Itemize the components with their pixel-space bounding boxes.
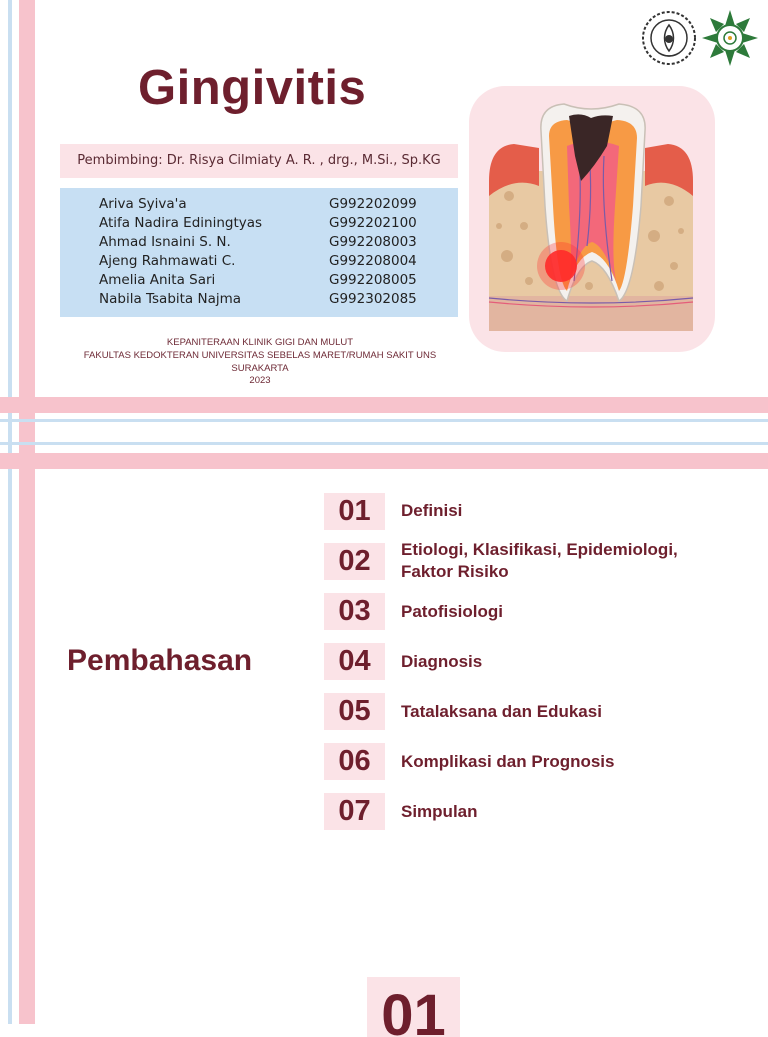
toc-number: 02: [324, 543, 385, 580]
member-name: Nabila Tsabita Najma: [99, 291, 242, 307]
member-id: G992208003: [329, 234, 417, 250]
toc-item-komplikasi[interactable]: Komplikasi dan Prognosis: [401, 752, 615, 771]
toc-number: 03: [324, 593, 385, 630]
university-logo: [641, 9, 697, 67]
member-row: [99, 253, 439, 272]
member-id: G992208005: [329, 272, 417, 288]
toc-number: 04: [324, 643, 385, 680]
hospital-logo: [700, 8, 760, 68]
member-id: G992202100: [329, 215, 417, 231]
member-name: Ajeng Rahmawati C.: [99, 253, 236, 269]
institution-year: 2023: [249, 375, 271, 387]
toc-item-simpulan[interactable]: Simpulan: [401, 802, 478, 821]
institution-line: KEPANITERAAN KLINIK GIGI DAN MULUT: [166, 337, 354, 348]
member-id: G992302085: [329, 291, 417, 307]
next-section-number: 01: [367, 977, 460, 1037]
toc-item-definisi[interactable]: Definisi: [401, 501, 463, 520]
member-name: Ahmad Isnaini S. N.: [99, 234, 231, 250]
institution-line: FAKULTAS KEDOKTERAN UNIVERSITAS SEBELAS MARET/RUMAH SAKIT UNS: [83, 349, 437, 361]
horizontal-band-pink-top: [0, 397, 768, 413]
advisor-box: Pembimbing: Dr. Risya Cilmiaty A. R. , drg., M.Si., Sp.KG: [60, 144, 458, 178]
member-row: [99, 291, 439, 310]
member-row: [99, 234, 439, 253]
toc-number: 07: [324, 793, 385, 830]
toc-number: 06: [324, 743, 385, 780]
toc-item-tatalaksana[interactable]: Tatalaksana dan Edukasi: [401, 702, 602, 721]
member-row: [99, 215, 439, 234]
tooth-illustration-panel: [469, 86, 715, 352]
vertical-line-blue: [8, 0, 12, 1024]
member-id: G992208004: [329, 253, 417, 269]
toc-item-diagnosis[interactable]: Diagnosis: [401, 652, 483, 671]
member-list: [60, 188, 458, 317]
member-row: [99, 272, 439, 291]
horizontal-line-blue-2: [0, 442, 768, 445]
member-id: G992202099: [329, 196, 417, 212]
vertical-band-pink: [19, 0, 35, 1024]
member-name: Amelia Anita Sari: [99, 272, 216, 288]
member-name: Atifa Nadira Ediningtyas: [99, 215, 263, 231]
horizontal-line-blue-1: [0, 419, 768, 422]
member-row: [99, 196, 439, 215]
toc-number: 01: [324, 493, 385, 530]
tooth-illustration: [469, 86, 715, 352]
page-title: Gingivitis: [138, 61, 367, 115]
section-title: Pembahasan: [67, 644, 253, 677]
member-name: Ariva Syiva'a: [99, 196, 187, 212]
toc-number: 05: [324, 693, 385, 730]
institution-line: SURAKARTA: [231, 362, 289, 374]
institution-text: [60, 337, 460, 388]
horizontal-band-pink-bottom: [0, 453, 768, 469]
toc-item-patofisiologi[interactable]: Patofisiologi: [401, 602, 503, 621]
toc-item-etiologi[interactable]: Etiologi, Klasifikasi, Epidemiologi, Faktor Risiko: [401, 540, 678, 581]
